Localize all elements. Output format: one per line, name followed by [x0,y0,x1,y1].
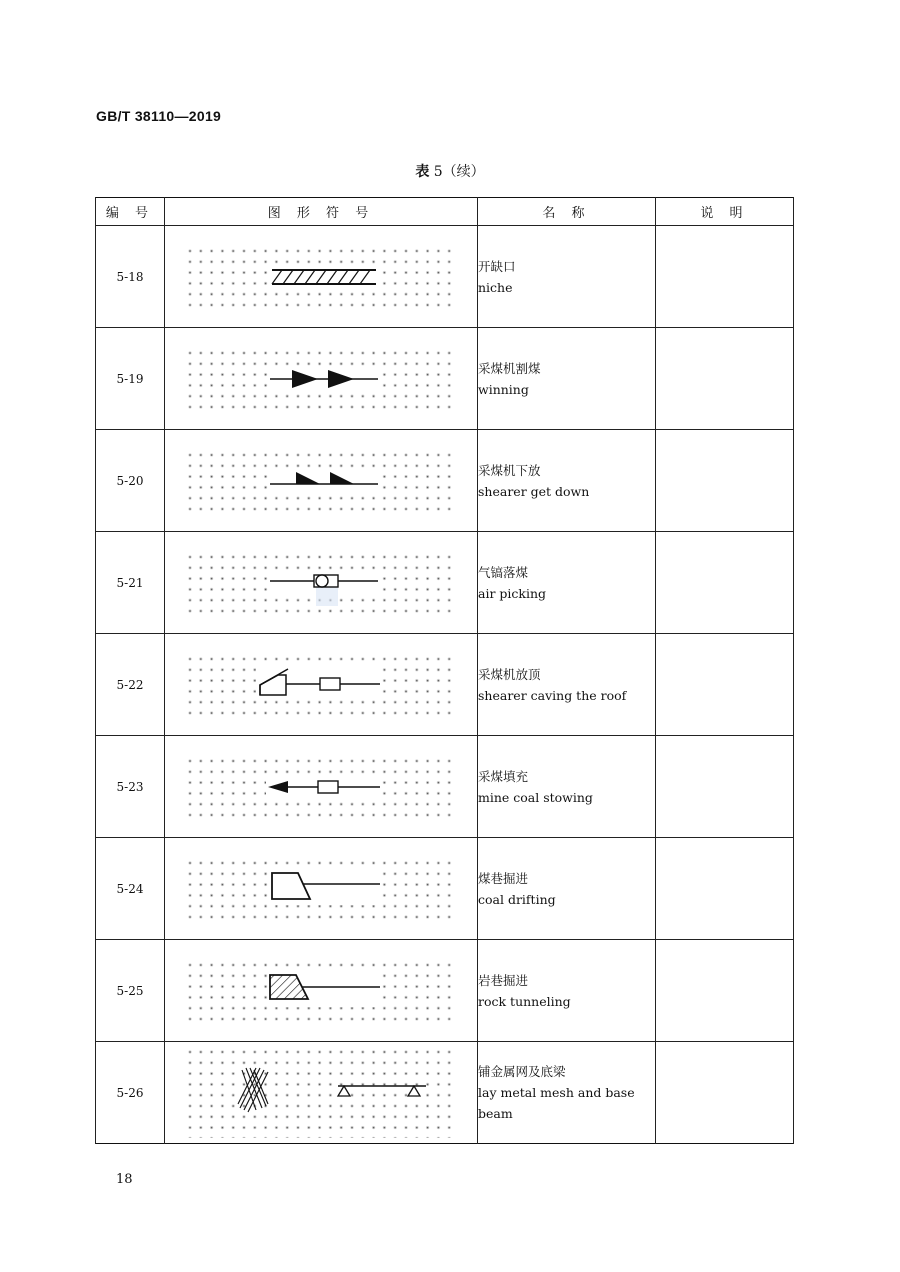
row-number: 5-24 [96,838,165,940]
coal-drift-icon [186,859,456,919]
row-number: 5-20 [96,430,165,532]
name-cell [478,838,656,940]
note-cell [656,838,794,940]
name-cell [478,736,656,838]
name-cell [478,532,656,634]
row-number: 5-18 [96,226,165,328]
name-en: coal drifting [478,891,556,907]
note-cell [656,532,794,634]
symbol-cell [165,1042,478,1144]
symbol-table [95,197,794,1144]
table-header-row [96,198,794,226]
name-cn: 岩巷掘进 [478,972,529,988]
note-cell [656,634,794,736]
name-cn: 采煤机放顶 [478,666,541,682]
row-number: 5-19 [96,328,165,430]
symbol-cell [165,736,478,838]
name-cell [478,940,656,1042]
row-number: 5-22 [96,634,165,736]
header-note: 说 明 [656,198,794,226]
half-arrow-line-icon [186,451,456,511]
name-cn: 采煤填充 [478,768,529,784]
niche-hatched-bar-icon [186,247,456,307]
header-symbol: 图 形 符 号 [165,198,478,226]
name-cell [478,328,656,430]
name-cell [478,226,656,328]
row-number: 5-21 [96,532,165,634]
table-row [96,226,794,328]
symbol-cell [165,226,478,328]
page-number: 18 [116,1172,133,1187]
name-en: rock tunneling [478,993,571,1009]
rock-tunnel-hatched-icon [186,961,456,1021]
table-row [96,940,794,1042]
table-caption [0,161,900,181]
symbol-cell [165,940,478,1042]
double-arrow-line-icon [186,349,456,409]
note-cell [656,430,794,532]
name-cn: 气镐落煤 [478,564,529,580]
table-row [96,1042,794,1144]
row-number: 5-26 [96,1042,165,1144]
table-row [96,838,794,940]
table-caption-label: 表 [415,164,430,180]
note-cell [656,226,794,328]
name-cell [478,430,656,532]
name-en: winning [478,381,529,397]
name-cn: 煤巷掘进 [478,870,529,886]
table-row [96,634,794,736]
table-row [96,328,794,430]
header-number: 编 号 [96,198,165,226]
table-row [96,736,794,838]
note-cell [656,940,794,1042]
symbol-cell [165,430,478,532]
circle-box-line-icon [186,553,456,613]
name-cn: 开缺口 [478,258,516,274]
table-row [96,430,794,532]
name-en: mine coal stowing [478,789,593,805]
symbol-cell [165,328,478,430]
symbol-cell [165,532,478,634]
left-arrow-box-line-icon [186,757,456,817]
caving-shearer-icon [186,655,456,715]
name-en: shearer get down [478,483,590,499]
name-en: niche [478,279,513,295]
name-cn: 采煤机割煤 [478,360,541,376]
mesh-and-beam-icon [186,1048,456,1138]
standard-code: GB/T 38110—2019 [96,108,222,124]
name-en: lay metal mesh and base beam [478,1085,635,1121]
header-name: 名 称 [478,198,656,226]
row-number: 5-25 [96,940,165,1042]
note-cell [656,736,794,838]
name-cell [478,1042,656,1144]
symbol-cell [165,634,478,736]
note-cell [656,1042,794,1144]
table-caption-text: 5（续） [433,164,485,180]
name-cn: 铺金属网及底梁 [478,1064,566,1079]
name-en: shearer caving the roof [478,687,627,703]
symbol-cell [165,838,478,940]
row-number: 5-23 [96,736,165,838]
table-row [96,532,794,634]
note-cell [656,328,794,430]
name-cn: 采煤机下放 [478,462,541,478]
name-cell [478,634,656,736]
name-en: air picking [478,585,547,601]
